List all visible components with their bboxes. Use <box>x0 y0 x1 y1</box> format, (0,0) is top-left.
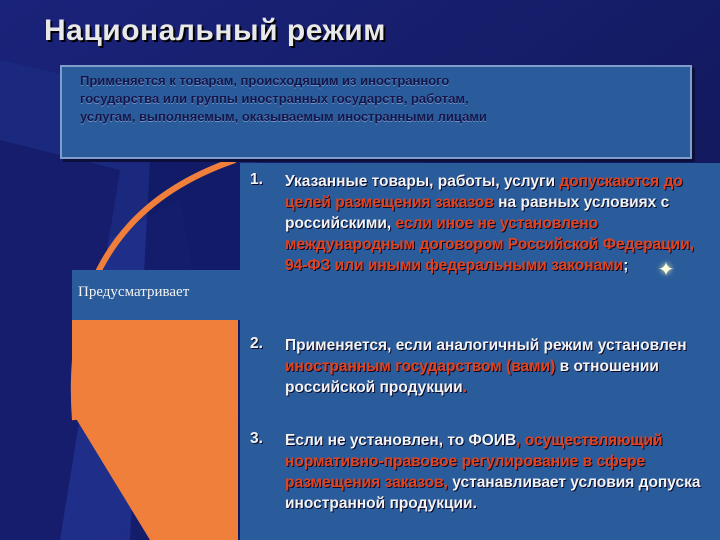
item-number: 3. <box>250 430 263 447</box>
definition-line: государства или группы иностранных государств, работам, <box>80 91 469 106</box>
item-text <box>285 335 705 398</box>
item-text-part: Применяется, если аналогичный режим установлен <box>285 337 687 354</box>
item-text-part: . <box>462 379 467 396</box>
item-text-part: устанавливает условия допуска иностранной продукции. <box>285 474 701 512</box>
item-text-part: иностранным государством (вами) <box>285 358 556 375</box>
item-text-part: , осуществляющий нормативно-правовое регулирование в сфере размещения заказов, <box>285 432 663 491</box>
item-text-part: допускаются до целей размещения заказов <box>285 173 683 211</box>
item-number: 1. <box>250 171 263 188</box>
definition-text <box>80 72 680 126</box>
item-text <box>285 430 705 514</box>
definition-line: услугам, выполняемым, оказываемым иностранными лицами <box>80 109 487 124</box>
definition-line: Применяется к товарам, происходящим из иностранного <box>80 73 450 88</box>
provisions-list <box>240 163 720 540</box>
definition-box <box>60 65 692 159</box>
item-text-part: в отношении российской продукции <box>285 358 659 396</box>
item-text-part: Указанные товары, работы, услуги <box>285 173 560 190</box>
sparkle-star-icon: ✦ <box>657 259 675 281</box>
side-label-box <box>72 270 240 320</box>
item-text-part: Если не установлен, то ФОИВ <box>285 432 517 449</box>
slide-title: Национальный режим <box>44 14 386 47</box>
side-label: Предусматривает <box>78 284 190 300</box>
item-text-part: на равных условиях с российскими, <box>285 194 670 232</box>
item-text-part: если иное не установлено международным договором Российской Федерации, 94-ФЗ или иными федеральными законами <box>285 215 695 274</box>
item-text-part: ; <box>623 257 629 274</box>
item-number: 2. <box>250 335 263 352</box>
item-text <box>285 171 705 276</box>
